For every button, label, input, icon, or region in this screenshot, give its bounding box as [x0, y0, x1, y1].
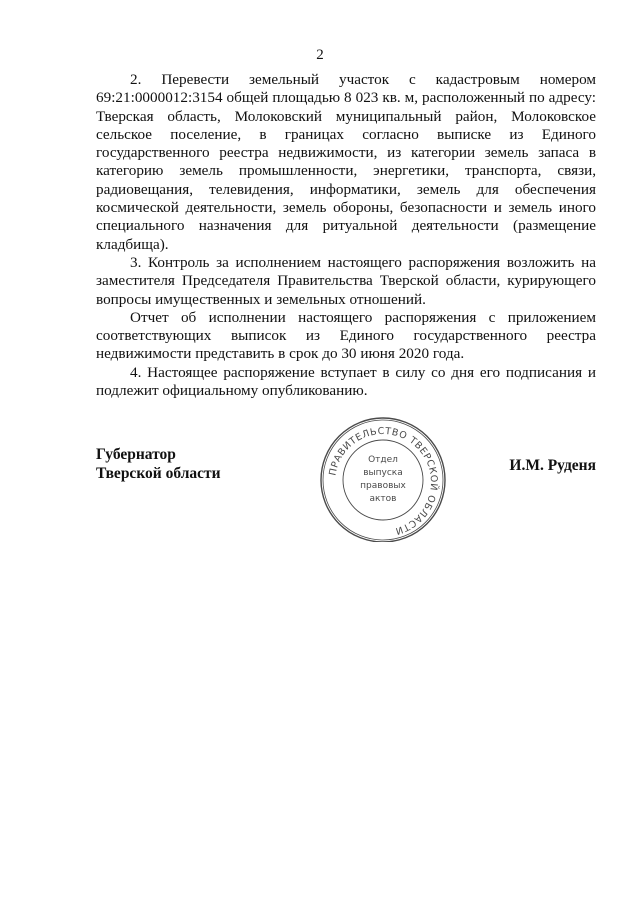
stamp-ring-text: ПРАВИТЕЛЬСТВО ТВЕРСКОЙ ОБЛАСТИ [327, 425, 440, 537]
paragraph-effective-date: 4. Настоящее распоряжение вступает в силу со дня его подписания и подлежит официальному опубликованию. [96, 363, 596, 400]
stamp-seal-icon [315, 412, 450, 542]
signatory-position [96, 445, 221, 483]
signatory-region: Тверской области [96, 465, 221, 482]
paragraph-land-transfer: 2. Перевести земельный участок с кадастровым номером 69:21:0000012:3154 общей площадью 8 023 кв. м, расположенный по адресу: Тверская область, Молоковский муниципальный район, Молоковское сельское поселение, в границах согласно выписке из Единого государственного реестра недвижимости, из категории земель запаса в категорию земель промышленности, энергетики, транспорта, связи, радиовещания, телевидения, информатики, земель для обеспечения космической деятельности, земель обороны, безопасности и земель иного специального назначения для ритуальной деятельности (размещение кладбища). [96, 71, 596, 253]
document-body [96, 71, 596, 400]
paragraph-report: Отчет об исполнении настоящего распоряжения с приложением соответствующих выписок из Единого государственного реестра недвижимости представить в срок до 30 июня 2020 года. [96, 308, 596, 363]
official-stamp [315, 412, 450, 542]
signatory-name: И.М. Руденя [509, 457, 596, 474]
page-number: 2 [316, 47, 324, 63]
stamp-center-line-3: правовых [360, 481, 406, 491]
stamp-center-line-4: актов [369, 494, 397, 504]
stamp-center-line-1: Отдел [368, 455, 398, 465]
stamp-center-line-2: выпуска [363, 468, 403, 478]
signatory-title: Губернатор [96, 446, 176, 463]
paragraph-control: 3. Контроль за исполнением настоящего распоряжения возложить на заместителя Председателя Правительства Тверской области, курирующего вопросы имущественных и земельных отношений. [96, 253, 596, 308]
